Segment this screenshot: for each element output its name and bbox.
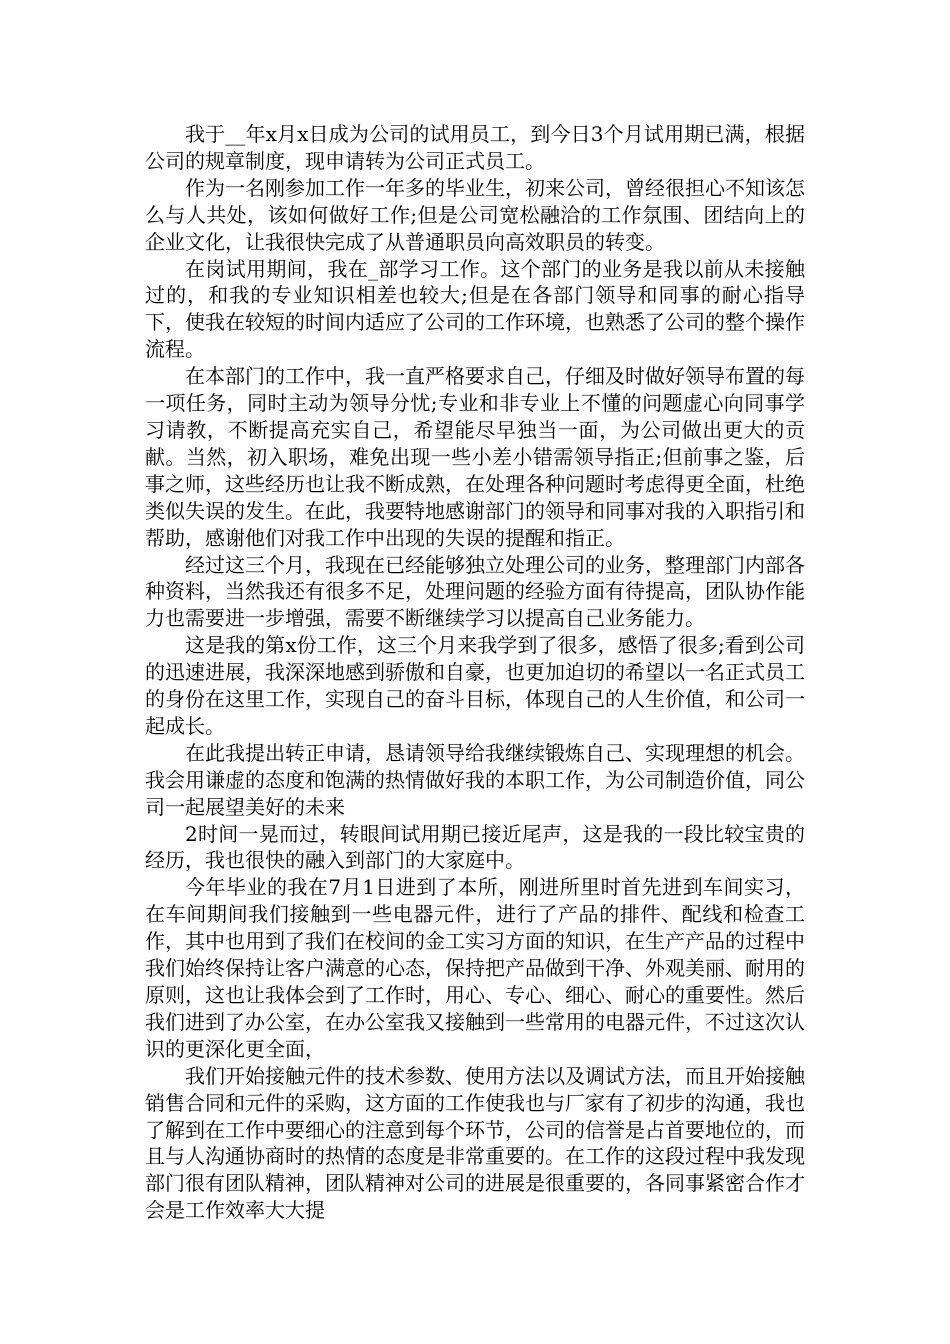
paragraph: 作为一名刚参加工作一年多的毕业生，初来公司，曾经很担心不知该怎么与人共处，该如何做好工作;但是公司宽松融洽的工作氛围、团结向上的企业文化，让我很快完成了从普通职员向高效职员的转变。 — [145, 175, 805, 254]
paragraph: 我于__年x月x日成为公司的试用员工，到今日3个月试用期已满，根据公司的规章制度，现申请转为公司正式员工。 — [145, 122, 805, 173]
paragraph: 在此我提出转正申请，恳请领导给我继续锻炼自己、实现理想的机会。我会用谦虚的态度和饱满的热情做好我的本职工作，为公司制造价值，同公司一起展望美好的未来 — [145, 740, 805, 819]
paragraph: 2时间一晃而过，转眼间试用期已接近尾声，这是我的一段比较宝贵的经历，我也很快的融入到部门的大家庭中。 — [145, 821, 805, 873]
paragraph: 我们开始接触元件的技术参数、使用方法以及调试方法，而且开始接触销售合同和元件的采购，这方面的工作使我也与厂家有了初步的沟通，我也了解到在工作中要细心的注意到每个环节，公司的信誉是占首要地位的，而且与人沟通协商时的热情的态度是非常重要的。在工作的这段过程中我发现部门很有团队精神，团队精神对公司的进展是很重要的，各同事紧密合作才会是工作效率大大提 — [145, 1063, 805, 1223]
paragraph: 在本部门的工作中，我一直严格要求自己，仔细及时做好领导布置的每一项任务，同时主动为领导分忧;专业和非专业上不懂的问题虚心向同事学习请教，不断提高充实自己，希望能尽早独当一面，为公司做出更大的贡献。当然，初入职场，难免出现一些小差小错需领导指正;但前事之鉴，后事之师，这些经历也让我不断成熟，在处理各种问题时考虑得更全面，杜绝类似失误的发生。在此，我要特地感谢部门的领导和同事对我的入职指引和帮助，感谢他们对我工作中出现的失误的提醒和指正。 — [145, 364, 805, 550]
document-body — [145, 121, 805, 1224]
paragraph: 这是我的第x份工作，这三个月来我学到了很多，感悟了很多;看到公司的迅速进展，我深深地感到骄傲和自豪，也更加迫切的希望以一名正式员工的身份在这里工作，实现自己的奋斗目标，体现自己的人生价值，和公司一起成长。 — [145, 633, 805, 738]
paragraph: 在岗试用期间，我在_部学习工作。这个部门的业务是我以前从未接触过的，和我的专业知识相差也较大;但是在各部门领导和同事的耐心指导下，使我在较短的时间内适应了公司的工作环境，也熟悉了公司的整个操作流程。 — [145, 256, 805, 362]
paragraph: 经过这三个月，我现在已经能够独立处理公司的业务，整理部门内部各种资料，当然我还有很多不足，处理问题的经验方面有待提高，团队协作能力也需要进一步增强，需要不断继续学习以提高自己业务能力。 — [145, 552, 805, 631]
paragraph: 今年毕业的我在7月1日进到了本所，刚进所里时首先进到车间实习，在车间期间我们接触到一些电器元件，进行了产品的排件、配线和检查工作，其中也用到了我们在校间的金工实习方面的知识，在生产产品的过程中我们始终保持让客户满意的心态，保持把产品做到干净、外观美丽、耐用的原则，这也让我体会到了工作时，用心、专心、细心、耐心的重要性。然后我们进到了办公室，在办公室我又接触到一些常用的电器元件，不过这次认识的更深化更全面， — [145, 875, 805, 1061]
